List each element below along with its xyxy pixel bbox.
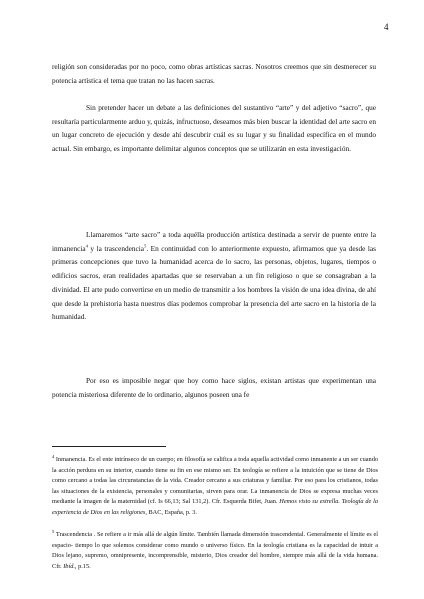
footnote-ref-5[interactable]: 5 — [144, 243, 147, 249]
footnote-5 — [52, 530, 378, 572]
page-number: 4 — [384, 22, 389, 32]
footnote-separator — [52, 446, 166, 447]
paragraph-1: religión son consideradas por no poco, como obras artísticas sacras. Nosotros creemos que sin desmerecer su potencia artística el tema que tratan no las hacen sacras. — [52, 62, 376, 85]
footnote-5-number: 5 — [52, 528, 55, 534]
footnote-4-book-title: Hemos visto su estrella. Teología de la experiencia de Dios en las religiones — [52, 498, 378, 516]
footnote-5-text: Trascendencia . Se refiere a ir más allá de algún límite. También llamada dimensión trascendental. Generalmente el límite es el espacio- tiempo lo que solemos considerar como mundo o universo físico. En la teología cristiana es la capacidad de intuir a Dios lejano, supremo, omnipresente, incomprensible, misterio, Dios creador del hombre, siempre más allá de la vida humana. Cfr. — [52, 531, 378, 570]
paragraph-2-text: Sin pretender hacer un debate a las definiciones del sustantivo “arte” y del adjetivo “sacro”, que resultaría particularmente arduo y, quizás, infructuoso, deseamos más bien buscar la identidad del arte sacro en un lugar concreto de ejecución y desde ahí descubrir cuál es su lugar y su finalidad específica en el mundo actual. Sin embargo, es importante delimitar algunos conceptos que se utilizarán en esta investigación. — [52, 103, 376, 154]
footnote-5-tail: , p.15. — [74, 562, 91, 570]
paragraph-3-text-b: y la trascendencia — [87, 243, 145, 253]
paragraph-3-text-a: Llamaremos “arte sacro” a toda aquélla producción artística destinada a servir de puente entre la inmanencia — [52, 230, 376, 253]
footnote-ref-4[interactable]: 4 — [85, 243, 88, 249]
paragraph-3 — [52, 228, 376, 324]
footnote-4-number: 4 — [52, 453, 55, 459]
footnote-4-tail: , BAC, España, p. 3. — [145, 508, 197, 516]
paragraph-4 — [52, 374, 376, 401]
paragraph-4-text: Por eso es imposible negar que hoy como hace siglos, existan artistas que experimentan una potencia misteriosa diferente de lo ordinario, algunos poseen una fe — [52, 376, 376, 399]
footnote-4 — [52, 455, 378, 518]
paragraph-2 — [52, 101, 376, 156]
paragraph-3-text-c: . En continuidad con lo anteriormente expuesto, afirmamos que ya desde las primeras concepciones que tuvo la humanidad acerca de lo sacro, las personas, objetos, lugares, tiempos o edificios sacros, eran realidades apartadas que se reservaban a un fin religioso o que se consagraban a la divinidad. El arte pudo convertirse en un medio de transmitir a los hombres la visión de una idea divina, de ahí que desde la prehistoria hasta nuestros días podemos comprobar la presencia del arte sacro en la historia de la humanidad. — [52, 243, 376, 322]
footnote-4-text: Inmanencia. Es el ente intrínseco de un cuerpo; en filosofía se califica a toda aquella actividad como inmanente a un ser cuando la acción perdura en su interior, cuando tiene su fin en ese mismo ser. En teología se refiere a la intuición que se tiene de Dios como cercano a todas las circunstancias de la vida. Creador cercano a sus criaturas y familiar. Por eso para los cristianos, todas las situaciones de la existencia, personales y comunitarias, sirven para orar. La inmanencia de Dios se expresa muchas veces mediante la imagen de la maternidad (cf. Is 66,13; Sal 131,2). Cfr. Esquerda Bifet, Juan. — [52, 456, 378, 505]
footnote-5-ibid: Ibíd. — [63, 562, 75, 570]
